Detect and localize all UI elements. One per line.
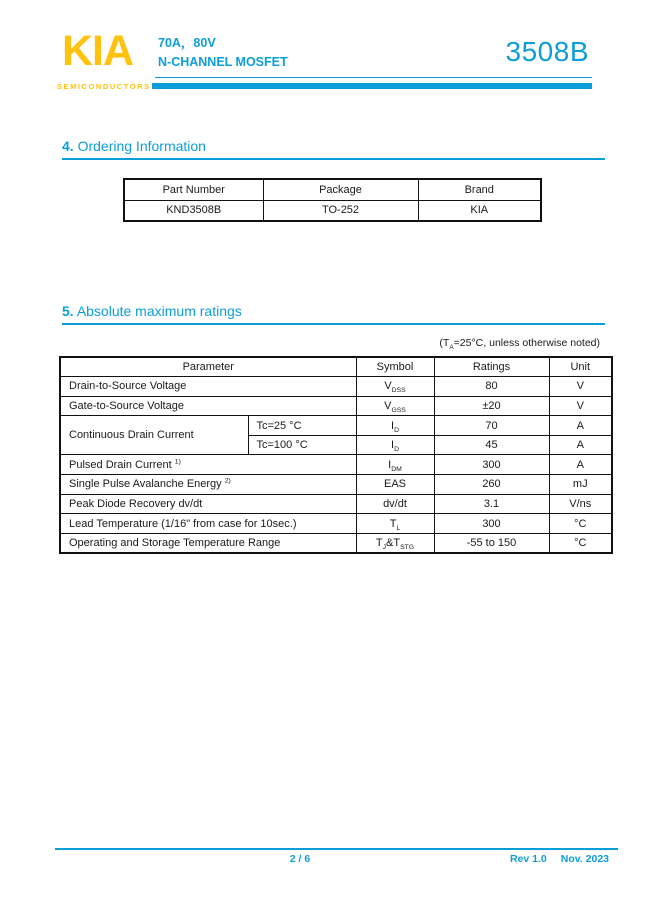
logo-subtitle: SEMICONDUCTORS	[57, 82, 151, 91]
symbol-cell: EAS	[356, 475, 434, 495]
table-row	[60, 514, 612, 534]
rating-cell: 260	[434, 475, 549, 495]
param-cell: Pulsed Drain Current $^{1)}$	[60, 455, 356, 475]
column-header: Symbol	[356, 357, 434, 377]
test-condition-note: ($T_A=25^\circ C$, unless otherwise noted)	[439, 337, 600, 352]
section-ordering-number: 4.	[62, 138, 74, 154]
unit-cell: °C	[549, 514, 612, 534]
column-header: Parameter	[60, 357, 356, 377]
table-row	[60, 475, 612, 495]
column-header: Part Number	[124, 179, 263, 200]
table-row	[60, 416, 612, 436]
param-cell: Operating and Storage Temperature Range	[60, 533, 356, 553]
unit-cell: V	[549, 396, 612, 416]
symbol-cell: $V_{GSS}$	[356, 396, 434, 416]
revision-date: Nov. 2023	[560, 853, 609, 865]
unit-cell: V/ns	[549, 494, 612, 514]
rating-cell: 300	[434, 514, 549, 534]
param-cell: Single Pulse Avalanche Energy $^{2)}$	[60, 475, 356, 495]
section-ratings-title: Absolute maximum ratings	[76, 303, 242, 319]
footer-rule	[55, 848, 618, 850]
header-rule-thin	[155, 77, 592, 78]
table-row	[60, 377, 612, 397]
section-ordering-underline	[62, 158, 605, 160]
symbol-cell: $I_D$	[356, 416, 434, 436]
ratings-table	[59, 356, 613, 554]
param-cell: Peak Diode Recovery dv/dt	[60, 494, 356, 514]
column-header: Package	[263, 179, 418, 200]
section-ordering-title: Ordering Information	[77, 138, 206, 154]
rating-cell: 300	[434, 455, 549, 475]
spec-current-voltage: 70A，80V	[158, 36, 216, 50]
column-header: Unit	[549, 357, 612, 377]
device-spec	[158, 34, 288, 72]
section-ratings-heading	[62, 303, 242, 319]
rating-cell: 80	[434, 377, 549, 397]
page-indicator: 2 / 6	[289, 853, 311, 865]
rating-cell: -55 to 150	[434, 533, 549, 553]
symbol-cell: $I_D$	[356, 435, 434, 455]
param-cell: Continuous Drain Current	[60, 416, 248, 455]
table-row	[60, 533, 612, 553]
revision-info	[510, 853, 609, 865]
rating-cell: ±20	[434, 396, 549, 416]
param-cell: Drain-to-Source Voltage	[60, 377, 356, 397]
symbol-cell: $T_L$	[356, 514, 434, 534]
unit-cell: A	[549, 416, 612, 436]
symbol-cell: $I_{DM}$	[356, 455, 434, 475]
unit-cell: A	[549, 455, 612, 475]
rating-cell: 45	[434, 435, 549, 455]
unit-cell: A	[549, 435, 612, 455]
column-header: Brand	[418, 179, 541, 200]
condition-cell: Tc=25 °C	[248, 416, 356, 436]
table-row	[124, 200, 541, 221]
part-number-title: 3508B	[505, 36, 589, 67]
table-row	[60, 396, 612, 416]
revision-label: Rev 1.0	[509, 853, 547, 865]
symbol-cell: dv/dt	[356, 494, 434, 514]
param-cell: Gate-to-Source Voltage	[60, 396, 356, 416]
data-cell: TO-252	[263, 200, 418, 221]
ratings-table-container	[59, 356, 613, 554]
table-row	[60, 494, 612, 514]
rating-cell: 3.1	[434, 494, 549, 514]
section-ratings-underline	[62, 323, 605, 325]
data-cell: KIA	[418, 200, 541, 221]
column-header: Ratings	[434, 357, 549, 377]
rating-cell: 70	[434, 416, 549, 436]
table-header-row	[60, 357, 612, 377]
unit-cell: °C	[549, 533, 612, 553]
param-cell: Lead Temperature (1/16" from case for 10sec.)	[60, 514, 356, 534]
section-ratings-number: 5.	[62, 303, 74, 319]
data-cell: KND3508B	[124, 200, 263, 221]
unit-cell: V	[549, 377, 612, 397]
unit-cell: mJ	[549, 475, 612, 495]
header-rule-thick	[152, 83, 592, 89]
ordering-table-container	[123, 178, 542, 222]
section-ordering-heading	[62, 138, 206, 154]
table-header-row	[124, 179, 541, 200]
spec-device-type: N-CHANNEL MOSFET	[158, 55, 288, 69]
table-row	[60, 455, 612, 475]
ordering-table	[123, 178, 542, 222]
kia-logo: KIA	[62, 27, 134, 75]
condition-cell: Tc=100 °C	[248, 435, 356, 455]
symbol-cell: $V_{DSS}$	[356, 377, 434, 397]
symbol-cell: $T_J\&T_{STG}$	[356, 533, 434, 553]
